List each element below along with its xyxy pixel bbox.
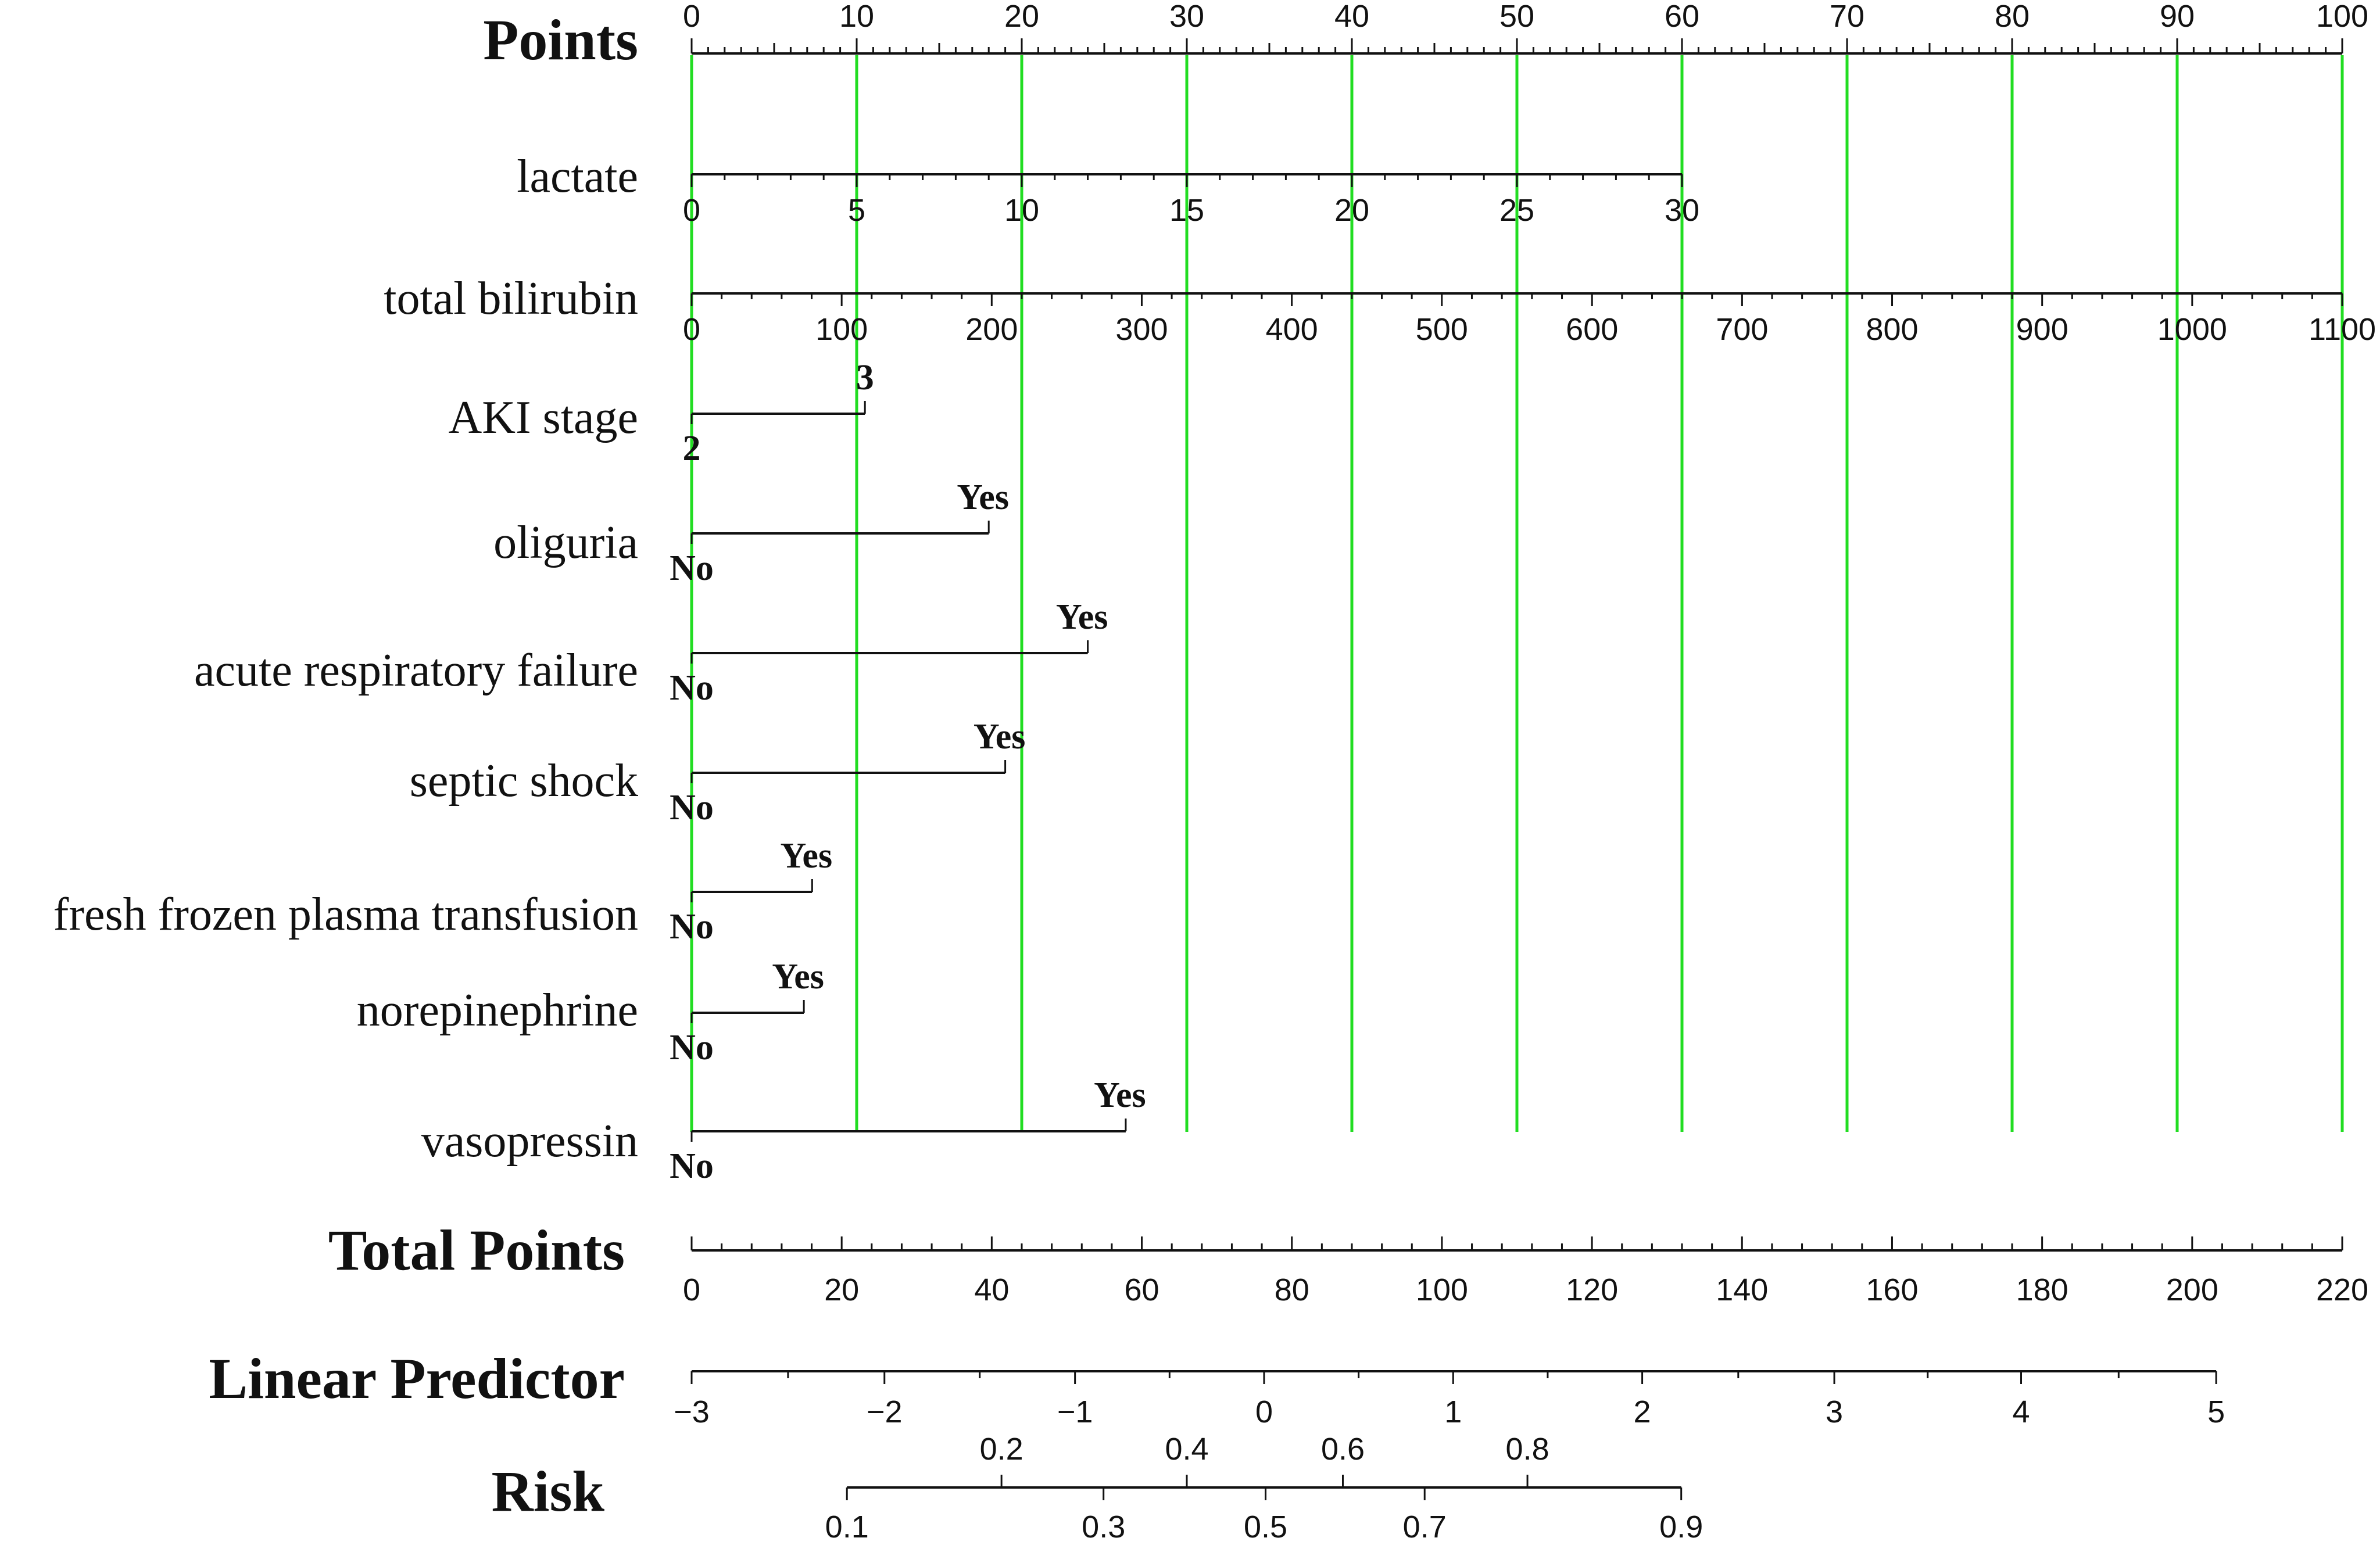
points-tick-label-90: 90	[2159, 0, 2195, 34]
oliguria-level-label-no: No	[670, 549, 714, 588]
row-label-lactate: lactate	[517, 151, 638, 202]
risk-tick-label-0.6: 0.6	[1320, 1432, 1365, 1467]
total-points-tick-label-220: 220	[2315, 1272, 2369, 1307]
lactate-tick-label-10: 10	[1004, 193, 1040, 228]
fresh-frozen-plasma-transfusion-level-label-yes: Yes	[780, 836, 833, 876]
lactate-tick-label-15: 15	[1169, 193, 1205, 228]
septic-shock-level-label-yes: Yes	[973, 717, 1026, 757]
risk-tick-label-0.2: 0.2	[979, 1432, 1023, 1467]
row-label-oliguria: oliguria	[493, 517, 638, 568]
total-points-tick-label-160: 160	[1866, 1272, 1919, 1307]
risk-tick-label-0.1: 0.1	[825, 1510, 869, 1544]
row-label-septic-shock: septic shock	[409, 755, 638, 806]
lactate-tick-label-5: 5	[847, 193, 866, 228]
acute-respiratory-failure-level-label-no: No	[670, 668, 714, 708]
row-label-aki-stage: AKI stage	[448, 392, 638, 443]
points-tick-label-0: 0	[682, 0, 701, 34]
oliguria-level-label-yes: Yes	[957, 478, 1009, 517]
row-label-norepinephrine: norepinephrine	[356, 985, 638, 1036]
risk-tick-label-0.4: 0.4	[1165, 1432, 1209, 1467]
points-tick-label-10: 10	[839, 0, 875, 34]
points-tick-label-80: 80	[1994, 0, 2030, 34]
total-points-tick-label-80: 80	[1274, 1272, 1309, 1307]
total-bilirubin-tick-label-100: 100	[815, 312, 868, 347]
lactate-tick-label-30: 30	[1664, 193, 1700, 228]
linear-predictor-tick-label-2: 2	[1633, 1395, 1651, 1429]
aki-stage-level-label-2: 2	[682, 429, 701, 468]
total-points-tick-label-60: 60	[1124, 1272, 1159, 1307]
norepinephrine-level-label-yes: Yes	[772, 957, 824, 996]
linear-predictor-tick-label-4: 4	[2012, 1395, 2030, 1429]
risk-tick-label-0.9: 0.9	[1659, 1510, 1703, 1544]
vasopressin-level-label-no: No	[670, 1146, 714, 1186]
fresh-frozen-plasma-transfusion-level-label-no: No	[670, 907, 714, 947]
risk-tick-label-0.3: 0.3	[1082, 1510, 1126, 1544]
risk-label: Risk	[491, 1459, 604, 1524]
linear-predictor-label: Linear Predictor	[209, 1346, 625, 1411]
total-bilirubin-tick-label-800: 800	[1866, 312, 1919, 347]
linear-predictor-tick-label-1: 1	[1444, 1395, 1462, 1429]
risk-tick-label-0.8: 0.8	[1505, 1432, 1549, 1467]
septic-shock-level-label-no: No	[670, 788, 714, 827]
row-label-acute-respiratory-failure: acute respiratory failure	[194, 645, 638, 696]
linear-predictor-tick-label--1: −1	[1057, 1395, 1093, 1429]
total-bilirubin-tick-label-700: 700	[1716, 312, 1769, 347]
points-tick-label-40: 40	[1334, 0, 1370, 34]
linear-predictor-tick-label--2: −2	[866, 1395, 903, 1429]
total-bilirubin-tick-label-200: 200	[965, 312, 1018, 347]
total-bilirubin-tick-label-1100: 1100	[2308, 312, 2377, 347]
row-label-vasopressin: vasopressin	[421, 1116, 638, 1167]
points-tick-label-100: 100	[2315, 0, 2369, 34]
linear-predictor-tick-label-0: 0	[1255, 1395, 1273, 1429]
total-points-tick-label-0: 0	[682, 1272, 701, 1307]
lactate-tick-label-0: 0	[682, 193, 701, 228]
total-points-tick-label-100: 100	[1415, 1272, 1468, 1307]
total-bilirubin-tick-label-0: 0	[682, 312, 701, 347]
points-tick-label-20: 20	[1004, 0, 1040, 34]
points-tick-label-30: 30	[1169, 0, 1205, 34]
points-tick-label-60: 60	[1664, 0, 1700, 34]
linear-predictor-tick-label-3: 3	[1826, 1395, 1844, 1429]
linear-predictor-tick-label-5: 5	[2207, 1395, 2225, 1429]
nomogram-rows	[53, 0, 2376, 1544]
total-points-tick-label-180: 180	[2016, 1272, 2068, 1307]
lactate-tick-label-25: 25	[1499, 193, 1535, 228]
total-bilirubin-tick-label-900: 900	[2016, 312, 2068, 347]
total-points-tick-label-20: 20	[824, 1272, 860, 1307]
total-points-tick-label-120: 120	[1566, 1272, 1619, 1307]
row-label-fresh-frozen-plasma-transfusion: fresh frozen plasma transfusion	[53, 889, 638, 940]
total-bilirubin-tick-label-1000: 1000	[2157, 312, 2227, 347]
total-bilirubin-tick-label-300: 300	[1115, 312, 1168, 347]
aki-stage-level-label-3: 3	[856, 358, 874, 397]
total-points-label: Total Points	[328, 1218, 625, 1282]
linear-predictor-tick-label--3: −3	[674, 1395, 710, 1429]
total-bilirubin-tick-label-600: 600	[1566, 312, 1619, 347]
row-label-total-bilirubin: total bilirubin	[384, 273, 638, 324]
risk-tick-label-0.5: 0.5	[1244, 1510, 1288, 1544]
total-points-tick-label-40: 40	[974, 1272, 1010, 1307]
acute-respiratory-failure-level-label-yes: Yes	[1055, 597, 1108, 637]
norepinephrine-level-label-no: No	[670, 1028, 714, 1067]
total-points-tick-label-200: 200	[2166, 1272, 2218, 1307]
total-bilirubin-tick-label-400: 400	[1265, 312, 1318, 347]
risk-tick-label-0.7: 0.7	[1402, 1510, 1447, 1544]
points-tick-label-70: 70	[1829, 0, 1865, 34]
points-scale-label: Points	[483, 8, 638, 72]
vasopressin-level-label-yes: Yes	[1094, 1076, 1146, 1115]
total-points-tick-label-140: 140	[1716, 1272, 1769, 1307]
lactate-tick-label-20: 20	[1334, 193, 1370, 228]
total-bilirubin-tick-label-500: 500	[1415, 312, 1468, 347]
points-tick-label-50: 50	[1499, 0, 1535, 34]
